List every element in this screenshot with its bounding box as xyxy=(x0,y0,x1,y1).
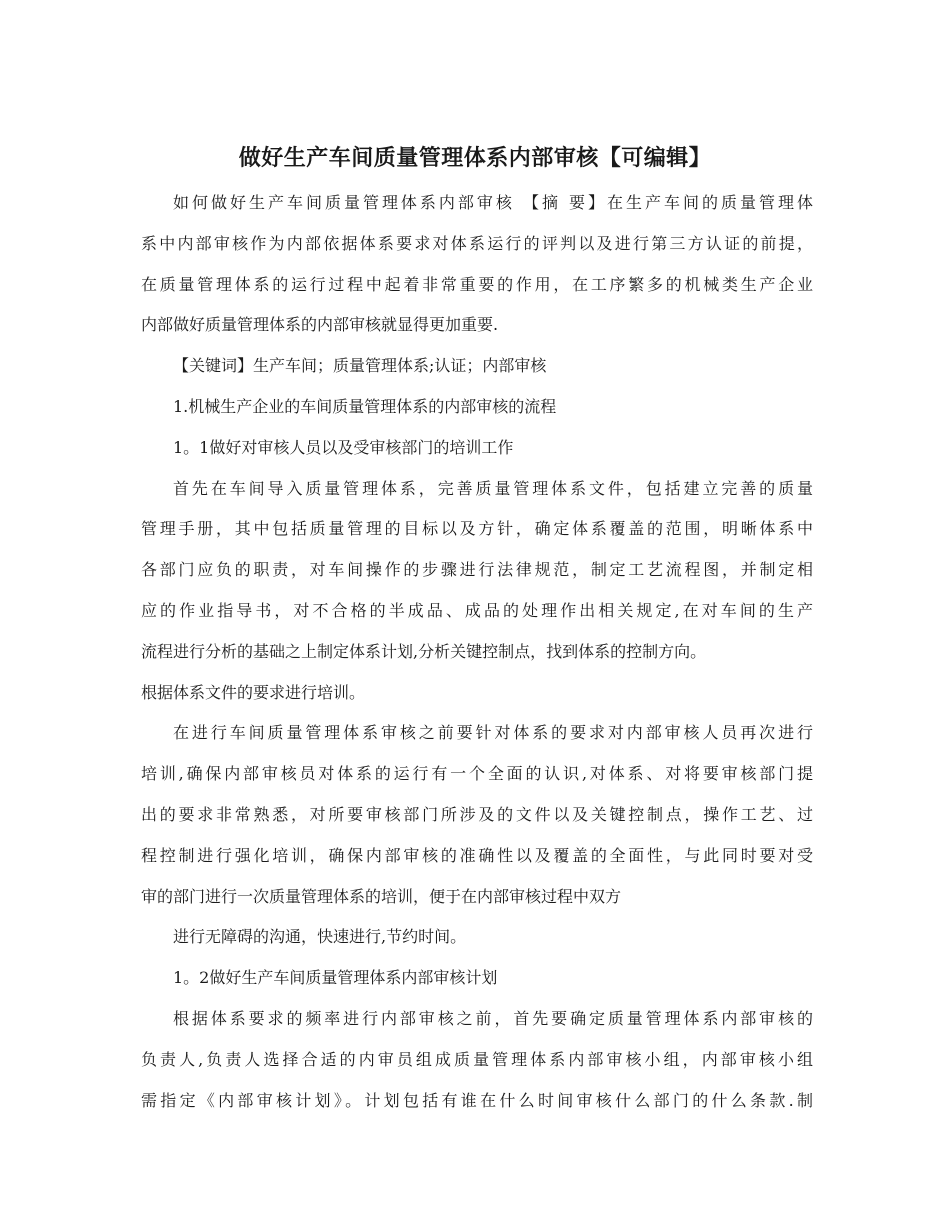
document-body xyxy=(141,183,813,1121)
text-line: 各部门应负的职责，对车间操作的步骤进行法律规范，制定工艺流程图，并制定相 xyxy=(141,560,813,580)
text-line: 流程进行分析的基础之上制定体系计划,分析关键控制点，找到体系的控制方向。 xyxy=(141,641,707,661)
text-line: 1。1做好对审核人员以及受审核部门的培训工作 xyxy=(173,437,514,457)
text-line: 管理手册，其中包括质量管理的目标以及方针，确定体系覆盖的范围，明晰体系中 xyxy=(141,519,813,539)
text-line: 如何做好生产车间质量管理体系内部审核 【摘 要】在生产车间的质量管理体 xyxy=(173,193,813,212)
text-line: 在质量管理体系的运行过程中起着非常重要的作用，在工序繁多的机械类生产企业 xyxy=(141,274,813,294)
text-line: 程控制进行强化培训，确保内部审核的准确性以及覆盖的全面性，与此同时要对受 xyxy=(141,845,813,865)
text-line: 出的要求非常熟悉，对所要审核部门所涉及的文件以及关键控制点，操作工艺、过 xyxy=(141,804,813,824)
text-line: 根据体系要求的频率进行内部审核之前，首先要确定质量管理体系内部审核的 xyxy=(173,1008,813,1028)
text-line: 负责人,负责人选择合适的内审员组成质量管理体系内部审核小组，内部审核小组 xyxy=(141,1049,813,1069)
text-line: 进行无障碍的沟通，快速进行,节约时间。 xyxy=(173,927,467,947)
document-title: 做好生产车间质量管理体系内部审核【可编辑】 xyxy=(238,145,712,171)
text-line: 1.机械生产企业的车间质量管理体系的内部审核的流程 xyxy=(173,396,557,416)
text-line: 【关键词】生产车间；质量管理体系;认证；内部审核 xyxy=(173,356,547,376)
text-line: 系中内部审核作为内部依据体系要求对体系运行的评判以及进行第三方认证的前提， xyxy=(141,233,813,253)
text-line: 首先在车间导入质量管理体系，完善质量管理体系文件，包括建立完善的质量 xyxy=(173,478,813,498)
text-line: 需指定《内部审核计划》。计划包括有谁在什么时间审核什么部门的什么条款.制 xyxy=(141,1090,813,1110)
text-line: 在进行车间质量管理体系审核之前要针对体系的要求对内部审核人员再次进行 xyxy=(173,723,813,743)
text-line: 培训,确保内部审核员对体系的运行有一个全面的认识,对体系、对将要审核部门提 xyxy=(141,764,813,784)
text-line: 根据体系文件的要求进行培训。 xyxy=(141,682,366,702)
text-line: 审的部门进行一次质量管理体系的培训，便于在内部审核过程中双方 xyxy=(141,886,622,906)
text-line: 1。2做好生产车间质量管理体系内部审核计划 xyxy=(173,968,498,988)
text-line: 内部做好质量管理体系的内部审核就显得更加重要. xyxy=(141,315,499,335)
text-line: 应的作业指导书，对不合格的半成品、成品的处理作出相关规定,在对车间的生产 xyxy=(141,600,813,620)
